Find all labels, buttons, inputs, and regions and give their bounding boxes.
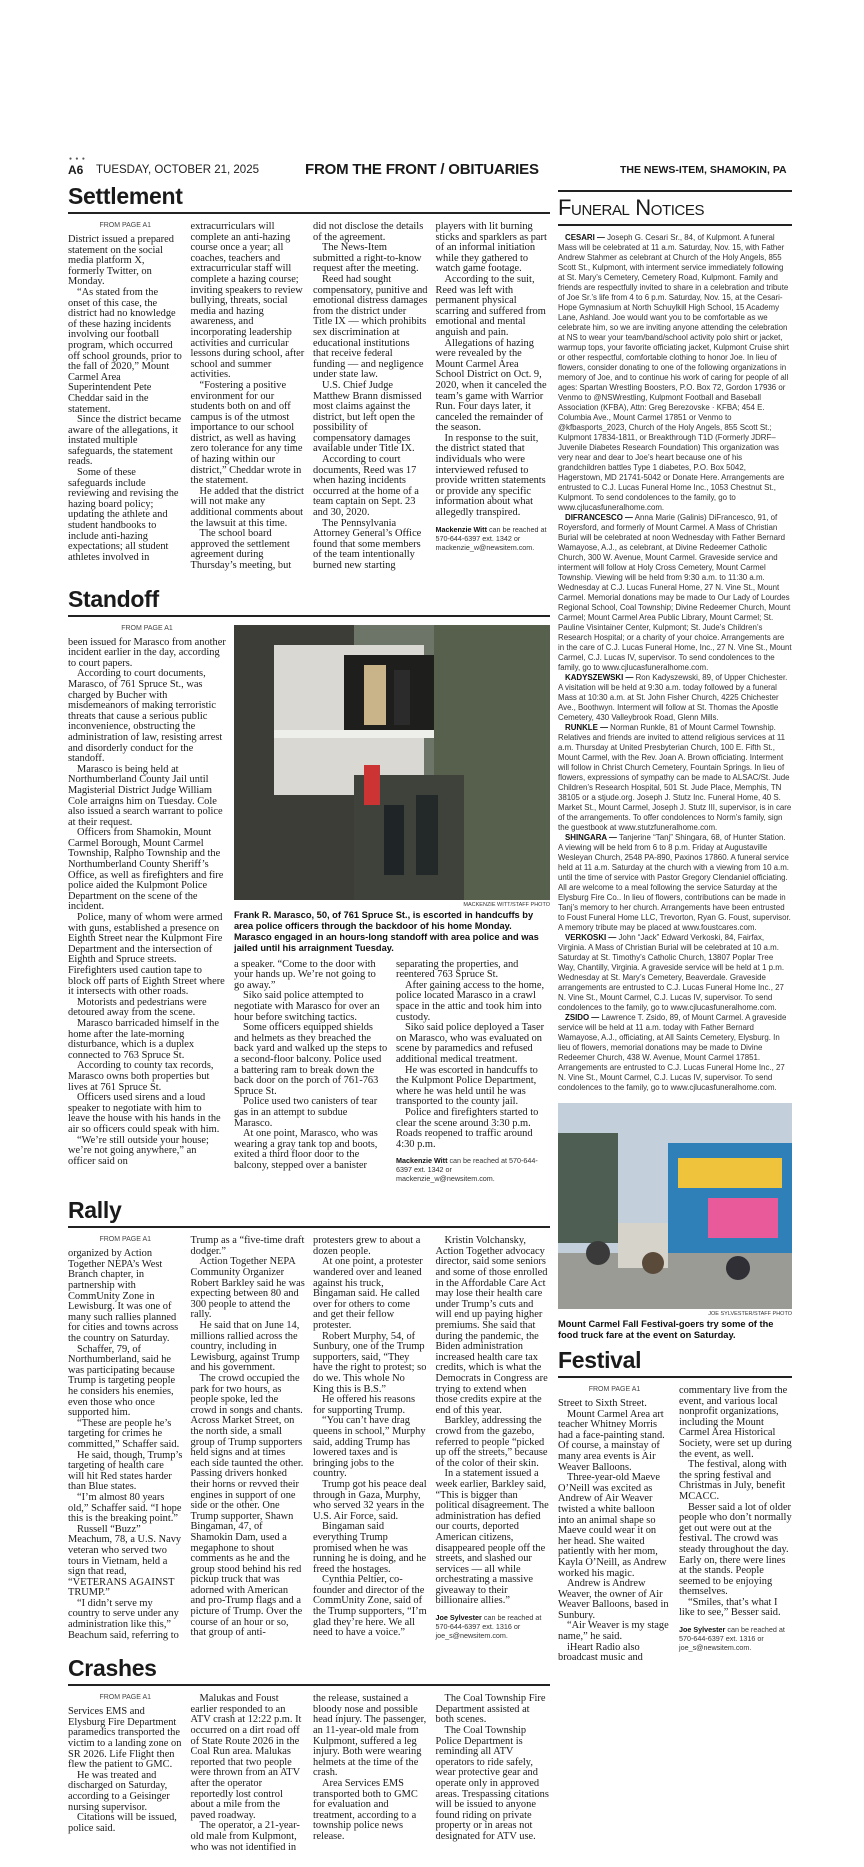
crashes-rule <box>68 1684 550 1686</box>
paragraph: Police, many of whom were armed with guns, established a presence on Eighth Street near the Kulpmont Fire Department and the intersection of Eighth and Spruce streets. Firefighters used caution tape to block off parts of Eighth Street where it intersects with other roads. <box>68 912 225 998</box>
festival-photo <box>558 1103 792 1309</box>
paragraph: Kristin Volchansky, Action Together advocacy director, said some seniors and some of those enrolled in the Affordable Care Act may lose their health care under Trump’s cuts and will end up paying higher premiums. She said that during the pandemic, the Biden administration increased health care tax credits, which is what the Democrats in Congress are trying to extend when those credits expire at the end of this year. <box>435 1235 548 1416</box>
paragraph: U.S. Chief Judge Matthew Brann dismissed most claims against the district, but left open the possibility of compensatory damages available under Title IX. <box>313 379 422 455</box>
funeral-notice <box>558 673 792 723</box>
paragraph: In a statement issued a week earlier, Barkley said, “This is bigger than political disagreement. The administration has defied our courts, deported American citizens, disappeared people off the streets, and slashed our services — all while orchestrating a massive giveaway to their billionaire allies.” <box>435 1468 549 1607</box>
paragraph: “You can’t have drag queens in school,” Murphy said, adding Trump has lowered taxes and is bringing jobs to the country. <box>313 1415 426 1480</box>
notice-text: Norman Runkle, 81 of Mount Carmel Township. Relatives and friends are invited to attend religious services at 11 a.m. Thursday at United Presbyterian Church, 100 E. Fifth St., Mount Carmel, with the Rev. Joan A. Brown officiating. Interment will follow in Christ Church Cemetery, Fountain Springs. In lieu of flowers, expressions of sympathy can be made to ALSAC/St. Jude Children’s Research Hospital, 501 St. Jude Place, Memphis, TN 38105 or a stjude.org. Joseph J. Stutz Inc. Funeral Home, 40 S. Market St., Mount Carmel, Joseph J. Stutz III, supervisor, is in care of the arrangements. To offer condolences to Norm’s family, sign the guestbook at www.stutzfuneralhome.com. <box>558 723 792 832</box>
paragraph: Robert Murphy, 54, of Sunbury, one of the Trump supporters, said, “They have the right to protest; so do we. This whole No King this is B.S.” <box>313 1330 427 1395</box>
left-news-column <box>68 183 550 1867</box>
paragraph: According to county tax records, Marasco owns both properties but lives at 761 Spruce St. <box>68 1060 214 1093</box>
page-dots-decoration: ● ● ● <box>69 156 86 162</box>
paragraph: “These are people he’s targeting for crimes he committed,” Schaffer said. <box>68 1417 180 1450</box>
from-page-label: FROM PAGE A1 <box>99 1236 152 1244</box>
paragraph: “As stated from the onset of this case, the district had no knowledge of these hazing incidents involving our football program, which occurred off school grounds, prior to the fall of 2020,” Mount Carmel Area Superintendent Pete Cheddar said in the statement. <box>68 286 182 415</box>
paragraph: Area Services EMS transported both to GMC for evaluation and treatment, according to a township police news release. <box>313 1778 418 1842</box>
funeral-notice <box>558 513 792 673</box>
paragraph: Some of these safeguards include reviewing and revising the hazing board policy; updating the athlete and student handbooks to include anti-hazing expectations; all student athletes involved in extracurriculars will complete an anti-hazing course once a year; all coaches, teachers and extracurricular staff will complete a hazing course; inviting speakers to review bullying, threats, social media and hazing awareness, and incorporating leadership activities and curricular lessons during school, after school and summer activities. <box>68 221 305 563</box>
funeral-notice <box>558 833 792 933</box>
standoff-photo-caption: Frank R. Marasco, 50, of 761 Spruce St., is escorted in handcuffs by area police officers through the backdoor of his home Monday. Marasco engaged in an hours-long standoff with area police and was jailed until his arraignment Tuesday. <box>234 909 539 953</box>
paragraph: been issued for Marasco from another incident earlier in the day, according to court papers. <box>68 636 226 669</box>
standoff-columns-2-3 <box>234 960 550 1184</box>
festival-photo-caption: Mount Carmel Fall Festival-goers try some of the food truck fare at the event on Saturday. <box>558 1319 774 1340</box>
settlement-article <box>68 183 550 572</box>
paragraph: Officers from Shamokin, Mount Carmel Borough, Mount Carmel Township, Ralpho Township and the Northumberland County Sheriff’s Office, as well as firefighters and fire police aided the Kulpmont Police Department on the scene of the incident. <box>68 827 224 913</box>
paragraph: Reed had sought compensatory, punitive and emotional distress damages from the district under Title IX — which prohibits sex discrimination at educational institutions that receive federal funding — and negligence under state law. <box>313 273 428 381</box>
paragraph: District issued a prepared statement on the social media platform X, formerly Twitter, on Monday. <box>68 234 174 288</box>
deceased-name: CESARI — <box>565 233 605 242</box>
paragraph: The operator, a 21-year-old male from Kulpmont, who was not identified in the release, sustained a bloody nose and possible head injury. The passenger, an 11-year-old male from Kulpmont, suffered a leg injury. Both were wearing helmets at the time of the crash. <box>190 1693 427 1853</box>
paragraph: In response to the suit, the district stated that individuals who were interviewed refused to provide written statements or provide any specific information about what allegedly transpired. <box>435 432 546 519</box>
byline-contact: can be reached at 570-644-6397 ext. 1342 or mackenzie_w@newsitem.com. <box>435 524 547 552</box>
paragraph: iHeart Radio also broadcast music and commentary live from the event, and various local nonprofit organizations, including the Mount Carmel Area Historical Society, were set up during the event, as well. <box>558 1385 792 1664</box>
paragraph: The Coal Township Fire Department assisted at both scenes. <box>435 1693 546 1726</box>
paragraph: Motorists and pedestrians were detoured away from the scene. <box>68 996 207 1019</box>
paragraph: The News-Item submitted a right-to-know request after the meeting. <box>313 242 422 275</box>
paragraph: “I’m almost 80 years old,” Schaffer said. “I hope this is the breaking point.” <box>68 1491 182 1525</box>
paragraph: According to the suit, Reed was left with permanent physical scarring and suffered from emotional and mental anguish and pain. <box>435 273 546 338</box>
deceased-name: DIFRANCESCO — <box>565 513 633 522</box>
paragraph: Besser said a lot of older people who don’t normally get out were out at the festival. The crowd was steady throughout the day. Early on, there were lines at the stands. People seemed to be enjoying themselves. <box>679 1501 792 1598</box>
standoff-photo <box>234 625 550 900</box>
festival-byline <box>679 1625 792 1652</box>
paragraph: “Smiles, that’s what I like to see,” Besser said. <box>679 1596 781 1619</box>
paragraph: According to court documents, Marasco, of 761 Spruce St., was charged by Bucher with misdemeanors of making terroristic threats that cause a serious public inconvenience, obstructing the administration of law, resisting arrest and disorderly conduct for the standoff. <box>68 668 223 765</box>
standoff-article <box>68 586 550 1184</box>
rally-article <box>68 1197 550 1641</box>
funeral-notice <box>558 233 792 513</box>
rally-headline: Rally <box>68 1197 122 1224</box>
paragraph: Officers used sirens and a loud speaker to negotiate with him to leave the house with his hands in the air so officers could speak with him. <box>68 1092 221 1135</box>
notice-text: Tanjerine “Tanj” Shingara, 68, of Hunter Station. A viewing will be held from 6 to 8 p.m. Friday at Augustaville Wesleyan Church, 2548 PA-890, Paxinos 17860. A funeral service held at 11 a.m. Saturday at the church with a viewing from 10 a.m. until the time of service with Pastor Gregory Clendaniel officiating. All are welcome to a meal following the service Saturday at the Elysburg Fire Co.. In lieu of flowers, contributions can be made in Tanj’s memory to her church. Arrangements have been entrusted to Foust Funeral Home LLC, Trevorton, Ryan G. Foust, supervisor. A memory tribute may be placed at www.foustcares.com. <box>558 833 791 932</box>
paragraph: According to court documents, Reed was 17 when hazing incidents occurred at the home of a team captain on Sept. 23 and 30, 2020. <box>313 454 419 519</box>
deceased-name: VERKOSKI — <box>565 933 617 942</box>
paragraph: “I didn’t serve my country to serve under any administration like this,” Beachum said, referring to Trump as a “five-time draft dodger.” <box>68 1235 305 1641</box>
paragraph: Services EMS and Elysburg Fire Department paramedics transported the victim to a landing zone on SR 2026. Life Flight then flew the patient to GMC. <box>68 1706 182 1771</box>
byline-name: Joe Sylvester <box>435 1613 482 1623</box>
paragraph: “We’re still outside your house; we’re not going anywhere,” an officer said on <box>68 1134 209 1167</box>
festival-rule <box>558 1376 792 1378</box>
standoff-headline: Standoff <box>68 585 159 612</box>
paragraph: He said, though, Trump’s targeting of health care will hit Red states harder than Blue states. <box>68 1449 183 1493</box>
paragraph: The Pennsylvania Attorney General’s Office found that some members of the team intentionally burned new starting players with lit burning sticks and sparklers as part of an informal initiation while they gathered to watch game footage. <box>313 221 547 571</box>
byline-contact: can be reached at 570-644-6397 ext. 1342 or mackenzie_w@newsitem.com. <box>396 1156 538 1184</box>
settlement-headline: Settlement <box>68 183 183 209</box>
paragraph: He added that the district will not make any additional comments about the lawsuit at this time. <box>190 485 304 529</box>
funeral-notice <box>558 933 792 1013</box>
paragraph: Siko said police attempted to negotiate with Marasco for over an hour before switching tactics. <box>234 990 380 1023</box>
byline-contact: can be reached at 570-644-6397 ext. 1316 or joe_s@newsitem.com. <box>679 1625 785 1653</box>
byline-name: Mackenzie Witt <box>396 1156 448 1166</box>
festival-article <box>558 1386 792 1664</box>
paragraph: At one point, a protester wandered over and leaned against his truck, Bingaman said. He called over for others to come and get their fellow protester. <box>313 1256 423 1332</box>
paragraph: He was escorted in handcuffs to the Kulpmont Police Department, where he was held until he was transported to the county jail. <box>396 1064 538 1108</box>
newspaper-name: THE NEWS-ITEM, SHAMOKIN, PA <box>620 164 787 176</box>
byline-name: Joe Sylvester <box>679 1625 726 1635</box>
paragraph: Marasco barricaded himself in the home after the late-morning disturbance, which is a duplex connected to 763 Spruce St. <box>68 1017 219 1061</box>
paragraph: Mount Carmel Area art teacher Whitney Morris had a face-painting stand. Of course, a mainstay of many area events is Air Weaver Balloons. <box>558 1408 665 1473</box>
paragraph: He was treated and discharged on Saturday, according to a Geisinger nursing supervisor. <box>68 1769 170 1813</box>
paragraph: Police used two canisters of tear gas in an attempt to subdue Marasco. <box>234 1096 378 1129</box>
from-page-label: FROM PAGE A1 <box>121 624 173 632</box>
funeral-notices-list <box>558 233 792 1093</box>
paragraph: Citations will be issued, police said. <box>68 1812 177 1834</box>
paragraph: a speaker. “Come to the door with your hands up. We’re not going to go away.” <box>234 958 376 991</box>
standoff-photo-credit: MACKENZIE WITT/STAFF PHOTO <box>463 901 550 908</box>
page-number: A6 <box>68 163 84 177</box>
paragraph: Some officers equipped shields and helmets as they breached the back yard and walked up the steps to a second-floor balcony. Police used a battering ram to break down the back door on the porch of 761-763 Spruce St. <box>234 1022 388 1097</box>
paragraph: Russell “Buzz” Meachum, 78, a U.S. Navy veteran who served two tours in Vietnam, held a sign that read, “VETERANS AGAINST TRUMP.” <box>68 1523 182 1599</box>
byline-name: Mackenzie Witt <box>435 524 487 534</box>
crashes-headline: Crashes <box>68 1655 157 1682</box>
festival-photo-credit: JOE SYLVESTER/STAFF PHOTO <box>708 1311 792 1317</box>
funeral-top-rule <box>558 190 792 192</box>
rally-rule <box>68 1226 550 1228</box>
paragraph: Action Together NEPA Community Organizer Robert Barkley said he was expecting between 80 and 300 people to attend the rally. <box>190 1256 305 1321</box>
paragraph: The Coal Township Police Department is reminding all ATV operators to ride safely, wear protective gear and operate only in approved areas. Trespassing citations will be issued to anyone found riding on private property or in areas not designated for ATV use. <box>435 1725 549 1842</box>
funeral-notice <box>558 723 792 833</box>
paragraph: Allegations of hazing were revealed by the Mount Carmel Area School District on Oct. 9, 2020, when it canceled the team’s game with Warrior Run. Four days later, it canceled the remainder of the season. <box>435 337 547 434</box>
notice-text: Ron Kadyszewski, 89, of Upper Chichester. A visitation will be held at 9:30 a.m. today followed by a funeral Mass at 10:30 a.m. at St. John Fisher Church, 4225 Chichester Ave., Boothwyn. Interment will follow at St. Thomas the Apostle Cemetery, 430 Valleybrook Road, Glenn Mills. <box>558 673 788 722</box>
paragraph: Bingaman said everything Trump promised when he was running he is doing, and he freed the hostages. <box>313 1521 427 1575</box>
notice-text: Anna Marie (Galinis) DiFrancesco, 91, of Royersford, and formerly of Mount Carmel. A Mass of Christian Burial will be celebrated at noon Wednesday with Father Bernard Wamayose, A.J., as celebrant, at Divine Redeemer Catholic Church, 300 W. Avenue, Mount Carmel. Graveside service and interment will follow at Holy Cross Cemetery, Mount Carmel Township. Viewing will be held from 9:30 a.m. to 11:30 a.m. Wednesday at C.J. Lucas Funeral Home, 27 N. Vine St., Mount Carmel. Memorial donations may be made to Our Lady of Lourdes Regional School, Coal Township; Divine Redeemer Church, Mount Carmel; Mount Carmel Area Public Library, Mount Carmel; St. Pauline Visintainer Center, Kulpmont; St. Jude’s Children’s Research Hospital; or a charity of your choice. Arrangements are in the care of C.J. Lucas Funeral Home, Inc., 27 N. Vine St., Mount Carmel, C.J. Lucas IV, supervisor. To send condolences to the family, go to www.cjlucasfuneralhome.com. <box>558 513 792 672</box>
paragraph: The crowd occupied the park for two hours, as people spoke, led the crowd in songs and chants. Across Market Street, on the north side, a small group of Trump supporters held signs and at times each side taunted the other. Passing drivers honked their horns or revved their engines in support of one side or the other. One Trump supporter, Shawn Bingaman, 47, of Shamokin Dam, used a megaphone to shout comments as he and the group stood behind his red pickup truck that was adorned with American and pro-Trump flags and a picture of Trump. Over the course of an hour or so, that group of anti-protesters grew to about a dozen people. <box>190 1235 421 1639</box>
standoff-column-1 <box>68 625 226 1168</box>
funeral-notice <box>558 1013 792 1093</box>
paragraph: Trump got his peace deal through in Gaza, Murphy, who served 32 years in the U.S. Air Force, said. <box>313 1478 427 1522</box>
paragraph: He said that on June 14, millions rallied across the country, including in Lewisburg, against Trump and his government. <box>190 1320 300 1374</box>
notice-text: Joseph G. Cesari Sr., 84, of Kulpmont. A funeral Mass will be celebrated at 11 a.m. Saturday, Nov. 15, with Father Andrew Stahmer as celebrant at Church of the Holy Angels, 855 Scott St., Kulpmont, with interment service immediately following at St. Mary’s Cemetery, Cemetery Road, Kulpmont. Family and friends are respectfully invited to share in a celebration and tribute of Joe Sr.’s life from 4 to 6 p.m. Saturday, Nov. 15, at the Cesari-Hope Gymnasium at North Schuylkill High School, 15 Academy Lane, Ashland. Joe would want you to be comfortable as we celebrate him, so we are inviting anyone attending the celebration at NS to wear your team/band/school activity polo shirt or jacket, warmup tops, your favorite officiating jacket, Kulpmont Cruise shirt or other respectful, comfortable clothing to honor Joe. In lieu of flowers, consider donating to one of the following organizations in memory of Joe, and to continue his work of caring for people of all ages: Spartan Wrestling Boosters, P.O. Box 72, Gordon 17936 or Venmo to @NSWrestling, Kulpmont Football and Baseball Association (KFBA), Attn: Greg Berezovske · KFBA; 454 E. Columbia Ave., Mount Carmel 17851 or Venmo to @kfbasports_2023, Church of the Holy Angels, 855 Scott St.; Kulpmont 17834-1811, or Breakthrough T1D (Formerly JDRF–Juvenile Diabetes Research Foundation) This organization was very near and dear to Joe’s heart because one of his grandchildren battles Type 1 diabetes, P.O. Box 5042, Hagerstown, MD 21741-5042 or Donate Here. Arrangements are entrusted to C.J. Lucas Funeral Home Inc., 1053 Chestnut St., Kulpmont. To send condolences to the family, go to www.cjlucasfuneralhome.com. <box>558 233 789 512</box>
paragraph: The festival, along with the spring festival and Christmas in July, benefit MCACC. <box>679 1459 787 1502</box>
notice-text: Lawrence T. Zsido, 89, of Mount Carmel. A graveside service will be held at 11 a.m. today with Father Bernard Wamayose, A.J., officiating, at All Saints Cemetery, Elysburg. In lieu of flowers, memorial donations may be made to Divine Redeemer Church, 438 W. Avenue, Mount Carmel 17851. Arrangements are entrusted to C.J. Lucas Funeral Home Inc., 27 N. Vine St., Mount Carmel, C.J. Lucas IV, supervisor. To send condolences to the family, go to www.cjlucasfuneralhome.com. <box>558 1013 787 1092</box>
paragraph: After gaining access to the home, police located Marasco in a crawl space in the attic and took him into custody. <box>396 979 545 1023</box>
deceased-name: SHINGARA — <box>565 833 617 842</box>
paragraph: Barkley, addressing the crowd from the gazebo, referred to people “picked up off the streets,” because of the color of their skin. <box>435 1415 548 1469</box>
from-page-label: FROM PAGE A1 <box>99 1694 152 1702</box>
standoff-photo-and-columns <box>234 625 550 1184</box>
section-title: FROM THE FRONT / OBITUARIES <box>305 161 539 178</box>
paragraph: Cynthia Peltier, co-founder and director of the CommUnity Zone, said of the Trump supporters, “I’m glad they’re here. We all need to have a voice.” <box>313 1574 427 1639</box>
standoff-rule <box>68 615 550 617</box>
settlement-rule <box>68 212 550 214</box>
issue-date: TUESDAY, OCTOBER 21, 2025 <box>96 164 259 176</box>
paragraph: Three-year-old Maeve O’Neill was excited as Andrew of Air Weaver twisted a white balloon into an animal shape so Maeve could wear it on her head. She waited patiently with her mom, Kayla O’Neill, as Andrew worked his magic. <box>558 1472 667 1579</box>
right-column <box>558 190 792 1664</box>
paragraph: Since the district became aware of the allegations, it instated multiple safeguards, the statement reads. <box>68 414 182 468</box>
paragraph: “Fostering a positive environment for our students both on and off campus is of the utmost importance to our school district, as well as having zero tolerance for any time of hazing within our district,” Cheddar wrote in the statement. <box>190 379 303 487</box>
paragraph: Schaffer, 79, of Northumberland, said he was participating because Trump is targeting people he considers his enemies, even those who once supported him. <box>68 1343 176 1419</box>
paragraph: organized by Action Together NEPA’s West Branch chapter, in partnership with CommUnity Zone in Lewisburg. It was one of many such rallies planned for cities and towns across the country on Saturday. <box>68 1248 179 1345</box>
settlement-byline <box>436 525 551 552</box>
deceased-name: RUNKLE — <box>565 723 608 732</box>
paragraph: At one point, Marasco, who was wearing a gray tank top and boots, exited a third floor door to the balcony, stepped over a banister separating the properties, and reentered 763 Spruce St. <box>234 958 519 1171</box>
paragraph: Street to Sixth Street. <box>558 1398 647 1409</box>
byline-contact: can be reached at 570-644-6397 ext. 1316 or joe_s@newsitem.com. <box>435 1613 542 1641</box>
paragraph: The school board approved the settlement agreement during Thursday’s meeting, but did not disclose the details of the agreement. <box>190 221 424 571</box>
crashes-article <box>68 1655 550 1853</box>
paragraph: Andrew is Andrew Weaver, the owner of Air Weaver Balloons, based in Sunbury. <box>558 1578 669 1621</box>
paragraph: Police and firefighters started to clear the scene around 3:30 p.m. Roads reopened to traffic around 4:30 p.m. <box>396 1106 539 1150</box>
paragraph: Malukas and Foust earlier responded to an ATV crash at 12:22 p.m. It occurred on a dirt road off of State Route 2026 in the Coal Run area. Malukas reported that two people were thrown from an ATV after the operator reportedly lost control about a mile from the paved roadway. <box>190 1693 302 1821</box>
funeral-notices-title: Funeral Notices <box>558 195 705 220</box>
rally-byline <box>436 1613 551 1640</box>
deceased-name: KADYSZEWSKI — <box>565 673 634 682</box>
paragraph: Marasco is being held at Northumberland County Jail until Magisterial District Judge William Cole arraigns him on Tuesday. Cole also issued a search warrant to police at their request. <box>68 763 223 828</box>
standoff-byline <box>396 1156 550 1183</box>
from-page-label: FROM PAGE A1 <box>588 1386 641 1393</box>
paragraph: “Air Weaver is my stage name,” he said. <box>558 1620 669 1643</box>
paragraph: He offered his reasons for supporting Trump. <box>313 1394 416 1416</box>
notice-text: John “Jack” Edward Verkoski, 84, Fairfax, Virginia. A Mass of Christian Burial will be celebrated at 10 a.m. Saturday at St. Timothy’s Catholic Church, 13807 Poplar Tree Way, Chantilly, Virginia. A graveside service will be held at 1 p.m. Wednesday at St. Mary’s Cemetery, Beaverdale. Graveside arrangements are entrusted to C.J. Lucas Funeral Home Inc., 27 N. Vine St., Mount Carmel, C.J. Lucas IV, supervisor. To send condolences to the family, go to www.cjlucasfuneralhome.com. <box>558 933 785 1012</box>
paragraph: Siko said police deployed a Taser on Marasco, who was evaluated on scene by paramedics and refused additional medical treatment. <box>396 1022 545 1065</box>
from-page-label: FROM PAGE A1 <box>99 222 152 229</box>
festival-headline: Festival <box>558 1347 642 1373</box>
deceased-name: ZSIDO — <box>565 1013 600 1022</box>
funeral-bottom-rule <box>558 224 792 226</box>
